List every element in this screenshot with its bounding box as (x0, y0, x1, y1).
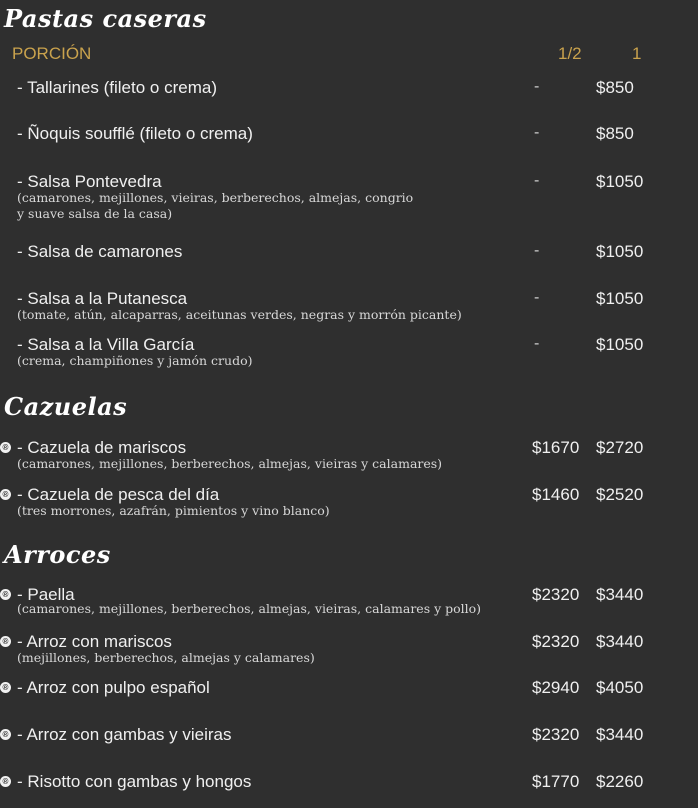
portion-marker-icon: ® (0, 489, 11, 500)
item-price-full: $1050 (596, 335, 644, 354)
item-description: (camarones, mejillones, berberechos, almejas, vieiras y calamares) (17, 456, 443, 471)
item-name: - Arroz con mariscos (17, 632, 172, 651)
item-price-full: $2520 (596, 485, 644, 504)
item-name: - Ñoquis soufflé (fileto o crema) (17, 124, 253, 143)
item-price-half: $2940 (532, 678, 580, 697)
item-name: - Salsa de camarones (17, 242, 183, 261)
item-description: (camarones, mejillones, vieiras, berberechos, almejas, congrio (17, 190, 414, 205)
item-description: (tomate, atún, alcaparras, aceitunas verdes, negras y morrón picante) (17, 307, 462, 322)
full-portion-label: 1 (632, 44, 642, 63)
section-title-cazuelas: Cazuelas (4, 392, 128, 421)
section-title-pastas: Pastas caseras (4, 4, 207, 33)
item-name: - Arroz con pulpo español (17, 678, 210, 697)
item-price-full: $850 (596, 78, 634, 97)
item-price-half: - (534, 289, 540, 306)
item-price-half: $1770 (532, 772, 580, 791)
item-description: (camarones, mejillones, berberechos, almejas, vieiras, calamares y pollo) (17, 601, 482, 616)
item-price-half: - (534, 242, 540, 259)
item-description: (crema, champiñones y jamón crudo) (17, 353, 253, 368)
item-price-full: $2720 (596, 438, 644, 457)
item-price-half: $1670 (532, 438, 580, 457)
item-name: - Risotto con gambas y hongos (17, 772, 252, 791)
portion-marker-icon: ® (0, 776, 11, 787)
item-price-full: $3440 (596, 725, 644, 744)
item-description: (tres morrones, azafrán, pimientos y vino blanco) (17, 503, 330, 518)
item-name: - Paella (17, 585, 75, 604)
portion-marker-icon: ® (0, 442, 11, 453)
portion-marker-icon: ® (0, 589, 11, 600)
item-name: - Arroz con gambas y vieiras (17, 725, 232, 744)
portion-label: PORCIÓN (12, 44, 92, 63)
item-price-full: $4050 (596, 678, 644, 697)
portion-marker-icon: ® (0, 636, 11, 647)
half-portion-label: 1/2 (558, 44, 582, 63)
item-name: - Salsa a la Putanesca (17, 289, 188, 308)
item-price-half: - (534, 335, 540, 352)
item-price-half: - (534, 78, 540, 95)
item-price-full: $3440 (596, 585, 644, 604)
item-price-half: $2320 (532, 725, 580, 744)
item-price-full: $3440 (596, 632, 644, 651)
item-name: - Salsa Pontevedra (17, 172, 162, 191)
item-price-full: $2260 (596, 772, 644, 791)
item-description: y suave salsa de la casa) (17, 206, 173, 221)
item-price-full: $1050 (596, 289, 644, 308)
portion-marker-icon: ® (0, 729, 11, 740)
item-description: (mejillones, berberechos, almejas y calamares) (17, 650, 315, 665)
item-price-full: $1050 (596, 172, 644, 191)
item-price-full: $1050 (596, 242, 644, 261)
item-price-half: $2320 (532, 585, 580, 604)
section-title-arroces: Arroces (4, 540, 111, 569)
item-name: - Cazuela de pesca del día (17, 485, 220, 504)
item-name: - Cazuela de mariscos (17, 438, 187, 457)
item-price-half: $1460 (532, 485, 580, 504)
portion-marker-icon: ® (0, 682, 11, 693)
item-name: - Salsa a la Villa García (17, 335, 195, 354)
item-price-full: $850 (596, 124, 634, 143)
item-name: - Tallarines (fileto o crema) (17, 78, 217, 97)
item-price-half: $2320 (532, 632, 580, 651)
portion-header (12, 44, 698, 68)
item-price-half: - (534, 172, 540, 189)
item-price-half: - (534, 124, 540, 141)
